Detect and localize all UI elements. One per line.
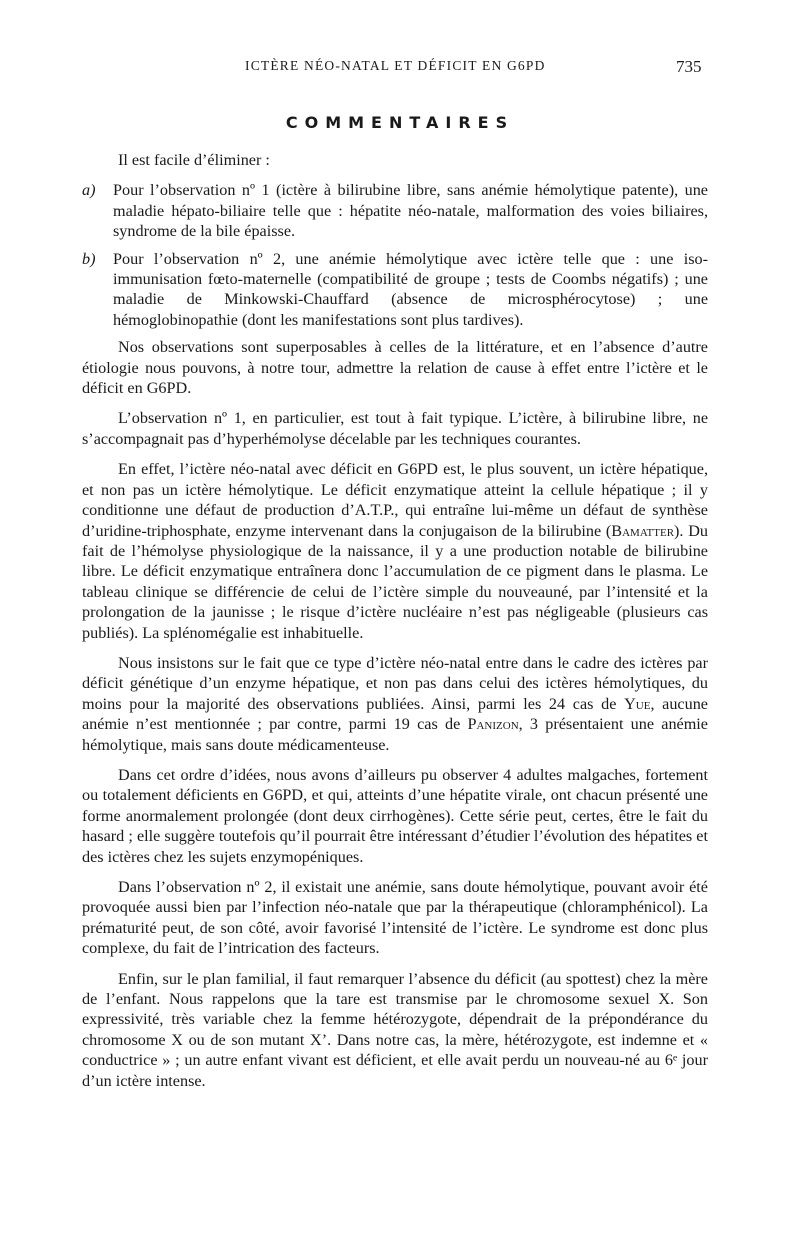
paragraph-6: Dans l’observation nº 2, il existait une anémie, sans doute hémolytique, pouvant avoir été provoquée aussi bien par l’infection néo-natale que par la thérapeutique (chloramphénicol). La prématurité peut, de son côté, avoir favorisé l’intensité de l’ictère. Le syndrome est donc plus complexe, du fait de l’intrication des facteurs. xyxy=(82,878,708,958)
author-name: Bamatter xyxy=(611,521,675,540)
paragraph-3 xyxy=(82,459,708,643)
paragraph-text: Nous insistons sur le fait que ce type d’ictère néo-natal entre dans le cadre des ictères par déficit génétique d’un enzyme hépatique, et non pas dans celui des ictères hémolytiques, du moins pour la majorité des observations publiées. Ainsi, parmi les 24 cas de xyxy=(82,653,708,713)
list-item-label: a) xyxy=(82,181,96,200)
running-header-title: ICTÈRE NÉO-NATAL ET DÉFICIT EN G6PD xyxy=(245,58,546,73)
page-number: 735 xyxy=(676,57,702,76)
paragraph-2: L’observation nº 1, en particulier, est tout à fait typique. L’ictère, à bilirubine libre, ne s’accompagnait pas d’hyperhémolyse décelable par les techniques courantes. xyxy=(82,409,708,448)
paragraph-text: ). Du fait de l’hémolyse physiologique de la naissance, il y a une production notable de bilirubine libre. Le déficit enzymatique entraînera donc l’accumulation de ce pigment dans le plasma. Le tableau clinique se différencie de celui de l’ictère simple du nouveauné, par l’intensité et la prolongation de la jaunisse ; le risque d’ictère nucléaire n’est pas négligeable (plusieurs cas publiés). La splénomégalie est inhabituelle. xyxy=(82,521,708,642)
author-name: Panizon xyxy=(467,715,519,734)
section-title: COMMENTAIRES xyxy=(285,113,515,132)
author-name: Yue xyxy=(624,694,651,713)
list-item-text: Pour l’observation nº 2, une anémie hémolytique avec ictère telle que : une iso-immunisation fœto-maternelle (compatibilité de groupe ; tests de Coombs négatifs) ; une maladie de Minkowski-Chauffard (absence de microsphérocytose) ; une hémoglobinopathie (dont les manifestations sont plus tardives). xyxy=(113,249,708,329)
body-text xyxy=(82,150,708,1101)
paragraph-text: , 3 présentaient une anémie hémolytique, mais sans doute médicamenteuse. xyxy=(82,715,708,754)
list-item-label: b) xyxy=(82,249,96,268)
list-item-b xyxy=(82,249,708,331)
paragraph-text: , aucune anémie n’est mentionnée ; par contre, parmi 19 cas de xyxy=(82,694,708,734)
paragraph-text: En effet, l’ictère néo-natal avec déficit en G6PD est, le plus souvent, un ictère hépatique, et non pas un ictère hémolytique. Le déficit enzymatique atteint la cellule hépatique ; il y conditionne une défaut de production d’A.T.P., qui entraîne lui-même un défaut de synthèse d’uridine-triphosphate, enzyme intervenant dans la conjugaison de la bilirubine ( xyxy=(82,460,708,540)
paragraph-5: Dans cet ordre d’idées, nous avons d’ailleurs pu observer 4 adultes malgaches, fortement ou totalement déficients en G6PD, et qui, atteints d’une hépatite virale, ont chacun présenté une forme anormalement prolongée (dont deux cirrhogènes). Cette série peut, certes, être le fait du hasard ; elle suggère toutefois qu’il pourrait être intéressant d’étudier l’évolution des hépatites et des ictères chez les sujets enzymopéniques. xyxy=(82,765,708,866)
paragraph-7: Enfin, sur le plan familial, il faut remarquer l’absence du déficit (au spottest) chez la mère de l’enfant. Nous rappelons que la tare est transmise par le chromosome sexuel X. Son expressivité, très variable chez la femme hétérozygote, dépendrait de la prépondérance du chromosome X ou de son mutant X’. Dans notre cas, la mère, hétérozygote, est indemne et « conductrice » ; un autre enfant vivant est déficient, et elle avait perdu un nouveau-né au 6ᵉ jour d’un ictère intense. xyxy=(82,969,708,1090)
paragraph-1: Nos observations sont superposables à celles de la littérature, et en l’absence d’autre étiologie nous pouvons, à notre tour, admettre la relation de cause à effet entre l’ictère et le déficit en G6PD. xyxy=(82,338,708,398)
list-item-text: Pour l’observation nº 1 (ictère à bilirubine libre, sans anémie hémolytique patente), une maladie hépato-biliaire telle que : hépatite néo-natale, malformation des voies biliaires, syndrome de la bile épaisse. xyxy=(113,181,708,241)
paragraph-4 xyxy=(82,653,708,755)
intro-sentence: Il est facile d’éliminer : xyxy=(118,151,270,169)
list-item-a xyxy=(82,180,708,241)
